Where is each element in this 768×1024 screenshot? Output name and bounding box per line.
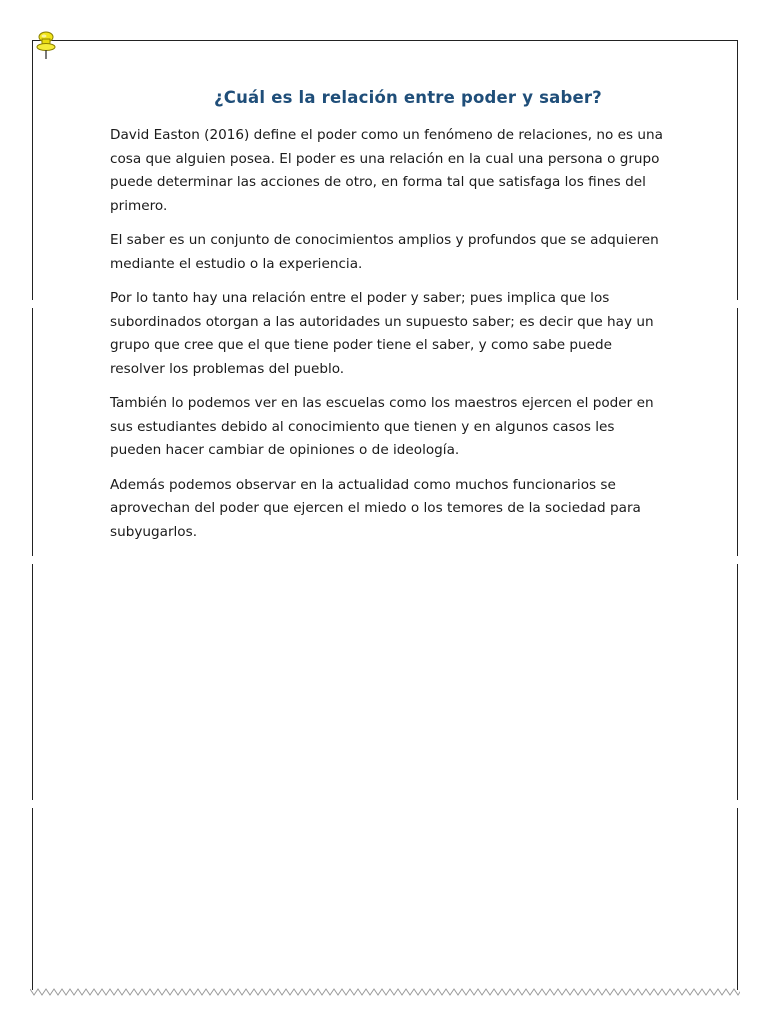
document-body bbox=[110, 124, 666, 555]
torn-page-edge bbox=[30, 984, 740, 998]
paragraph: También lo podemos ver en las escuelas como los maestros ejercen el poder en sus estudiantes debido al conocimiento que tienen y en algunos casos les pueden hacer cambiar de opiniones o de ideología. bbox=[110, 395, 654, 458]
frame-gap bbox=[31, 300, 34, 308]
push-pin-icon bbox=[34, 30, 58, 60]
frame-gap bbox=[736, 800, 739, 808]
paragraph: Además podemos observar en la actualidad como muchos funcionarios se aprovechan del poder que ejercen el miedo o los temores de la sociedad para subyugarlos. bbox=[110, 476, 641, 540]
paragraph: El saber es un conjunto de conocimientos amplios y profundos que se adquieren mediante el estudio o la experiencia. bbox=[110, 232, 659, 272]
frame-gap bbox=[31, 556, 34, 564]
paragraph: David Easton (2016) define el poder como un fenómeno de relaciones, no es una cosa que alguien posea. El poder es una relación en la cual una persona o grupo puede determinar las acciones de otro, en forma tal que satisfaga los fines del primero. bbox=[110, 127, 663, 214]
page-title: ¿Cuál es la relación entre poder y saber? bbox=[214, 88, 602, 107]
frame-gap bbox=[736, 556, 739, 564]
frame-gap bbox=[736, 300, 739, 308]
paragraph: Por lo tanto hay una relación entre el poder y saber; pues implica que los subordinados otorgan a las autoridades un supuesto saber; es decir que hay un grupo que cree que el que tiene poder tiene el saber, y como sabe puede resolver los problemas del pueblo. bbox=[110, 290, 654, 377]
frame-gap bbox=[31, 800, 34, 808]
